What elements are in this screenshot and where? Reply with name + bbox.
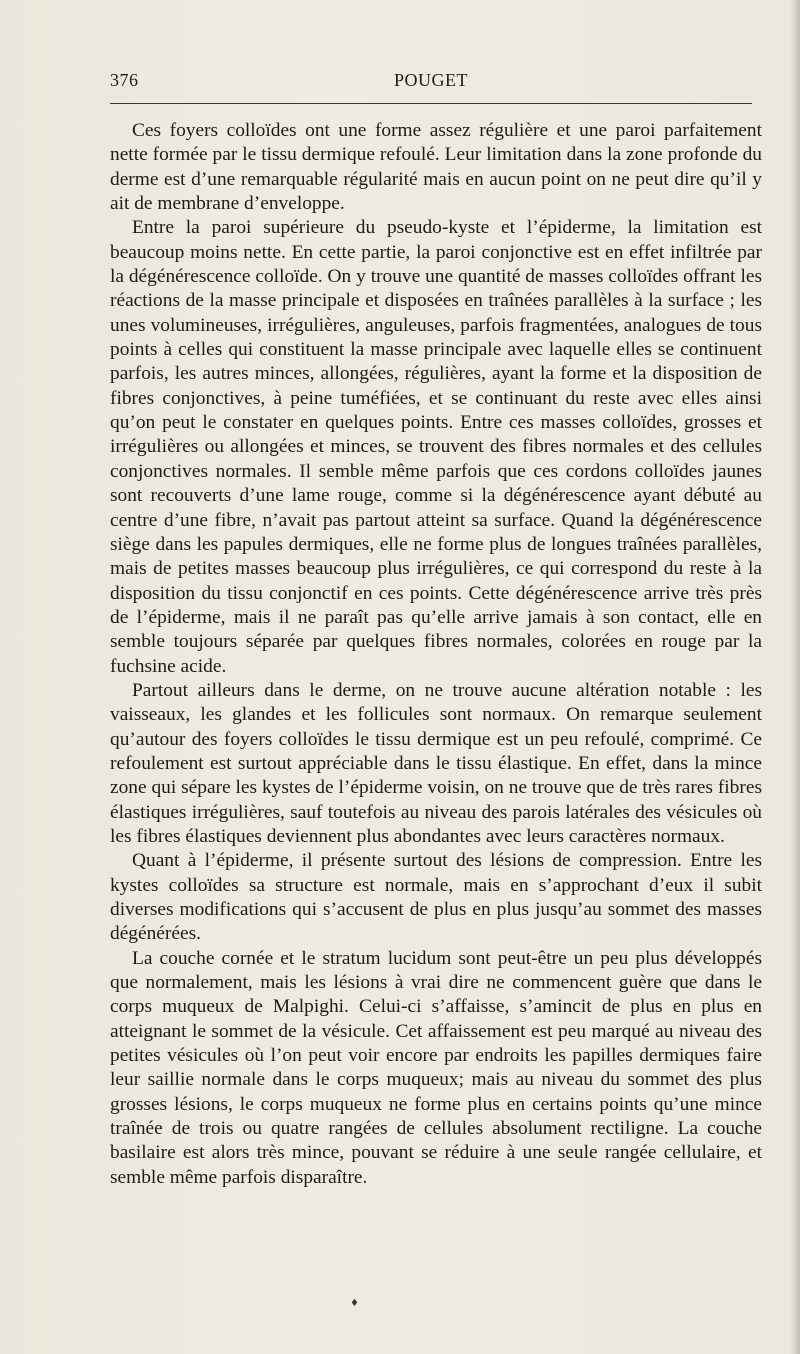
page-number: 376: [110, 70, 139, 90]
paragraph: Entre la paroi supérieure du pseudo-kyste et l’épiderme, la limitation est beaucoup moins nette. En cette partie, la paroi conjonctive est en effet infiltrée par la dégénérescence colloïde. On y trouve une quantité de masses colloïdes offrant les réactions de la masse principale et disposées en traînées parallèles à la surface ; les unes volumineuses, irrégulières, anguleuses, parfois fragmentées, analogues de tous points à celles qui constituent la masse principale avec laquelle elles se continuent parfois, les autres minces, allongées, régulières, ayant la forme et la disposition de fibres conjonctives, à peine tuméfiées, et se continuant du reste avec elles ainsi qu’on peut le constater en quelques points. Entre ces masses colloïdes, grosses et irrégulières ou allongées et minces, se trouvent des fibres normales et des cellules conjonctives normales. Il semble même parfois que ces cordons colloïdes jaunes sont recouverts d’une lame rouge, comme si la dégénérescence ayant débuté au centre d’une fibre, n’avait pas partout atteint sa surface. Quand la dégénérescence siège dans les papules dermiques, elle ne forme plus de longues traînées parallèles, mais de petites masses beaucoup plus irrégulières, ce qui correspond du reste à la disposition du tissu conjonctif en ces points. Cette dégénérescence arrive très près de l’épiderme, mais il ne paraît pas qu’elle arrive jamais à son contact, elle en semble toujours séparée par quelques fibres normales, colorées en rouge par la fuchsine acide.: [110, 217, 762, 677]
body-text: [110, 119, 762, 1190]
header-rule: [110, 103, 752, 104]
printer-mark: ♦: [350, 1298, 359, 1309]
paragraph: Ces foyers colloïdes ont une forme assez régulière et une paroi parfaitement nette formée par le tissu dermique refoulé. Leur limitation dans la zone profonde du derme est d’une remarquable régularité mais en aucun point on ne peut dire qu’il y ait de membrane d’enveloppe.: [110, 120, 762, 215]
paragraph: La couche cornée et le stratum lucidum sont peut-être un peu plus développés que normalement, mais les lésions à vrai dire ne commencent guère que dans le corps muqueux de Malpighi. Celui-ci s’affaisse, s’amincit de plus en plus en atteignant le sommet de la vésicule. Cet affaissement est peu marqué au niveau des petites vésicules où l’on peut voir encore par endroits les papilles dermiques faire leur saillie normale dans le corps muqueux; mais au niveau du sommet des plus grosses lésions, le corps muqueux ne forme plus en certains points qu’une mince traînée de trois ou quatre rangées de cellules absolument rectiligne. La couche basilaire est alors très mince, pouvant se réduire à une seule rangée cellulaire, et semble même parfois disparaître.: [110, 947, 762, 1188]
page-edge-shadow: [790, 0, 800, 1354]
paragraph: Partout ailleurs dans le derme, on ne trouve aucune altération notable : les vaisseaux, les glandes et les follicules sont normaux. On remarque seulement qu’autour des foyers colloïdes le tissu dermique est un peu refoulé, comprimé. Ce refoulement est surtout appréciable dans le tissu élastique. En effet, dans la mince zone qui sépare les kystes de l’épiderme voisin, on ne trouve que de très rares fibres élastiques irrégulières, sauf toutefois au niveau des parois latérales des vésicules où les fibres élastiques deviennent plus abondantes avec leurs caractères normaux.: [110, 679, 762, 847]
page-header: [110, 70, 752, 98]
running-head: POUGET: [394, 70, 468, 90]
paragraph: Quant à l’épiderme, il présente surtout des lésions de compression. Entre les kystes colloïdes sa structure est normale, mais en s’approchant d’eux il subit diverses modifications qui s’accusent de plus en plus jusqu’au sommet des masses dégénérées.: [110, 850, 762, 945]
